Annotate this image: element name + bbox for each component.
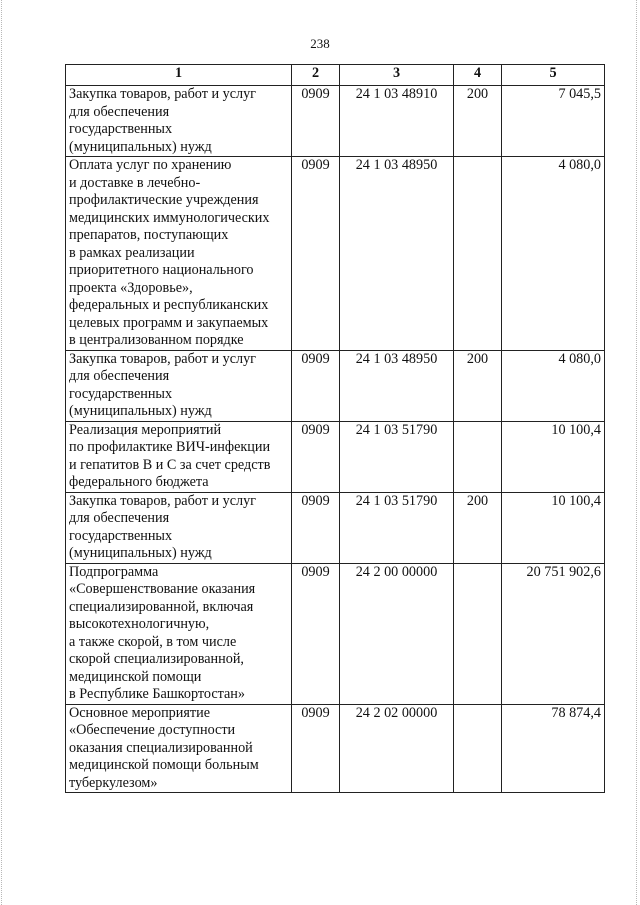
table-row [66, 704, 605, 793]
expense-name: Подпрограмма «Совершенствование оказания специализированной, включая высокотехнологичную, а также скорой, в том числе скорой специализированной, медицинской помощи в Республике Башкортостан» [66, 563, 292, 704]
expense-type-code [454, 704, 502, 793]
page-number: 238 [310, 36, 330, 51]
target-code: 24 2 02 00000 [340, 704, 454, 793]
column-header-1: 1 [66, 65, 292, 86]
section-code: 0909 [292, 157, 340, 351]
expense-name: Основное мероприятие «Обеспечение доступности оказания специализированной медицинской помощи больным туберкулезом» [66, 704, 292, 793]
target-code: 24 1 03 48950 [340, 157, 454, 351]
target-code: 24 1 03 51790 [340, 421, 454, 492]
expense-type-code [454, 421, 502, 492]
section-code: 0909 [292, 704, 340, 793]
section-code: 0909 [292, 86, 340, 157]
column-header-4: 4 [454, 65, 502, 86]
section-code: 0909 [292, 492, 340, 563]
amount: 4 080,0 [502, 157, 605, 351]
amount: 7 045,5 [502, 86, 605, 157]
amount: 20 751 902,6 [502, 563, 605, 704]
target-code: 24 1 03 48910 [340, 86, 454, 157]
table-row [66, 157, 605, 351]
budget-table [65, 64, 605, 793]
expense-type-code: 200 [454, 492, 502, 563]
table-row [66, 421, 605, 492]
amount: 4 080,0 [502, 350, 605, 421]
column-header-2: 2 [292, 65, 340, 86]
expense-type-code [454, 157, 502, 351]
target-code: 24 1 03 51790 [340, 492, 454, 563]
expense-name: Реализация мероприятий по профилактике ВИЧ-инфекции и гепатитов В и С за счет средств федерального бюджета [66, 421, 292, 492]
expense-name: Закупка товаров, работ и услуг для обеспечения государственных (муниципальных) нужд [66, 86, 292, 157]
table-row [66, 563, 605, 704]
column-header-5: 5 [502, 65, 605, 86]
expense-type-code: 200 [454, 350, 502, 421]
expense-name: Оплата услуг по хранению и доставке в лечебно- профилактические учреждения медицинских иммунологических препаратов, поступающих в рамках реализации приоритетного национального проекта «Здоровье», федеральных и республиканских целевых программ и закупаемых в централизованном порядке [66, 157, 292, 351]
scan-edge-right [636, 0, 638, 905]
amount: 10 100,4 [502, 492, 605, 563]
expense-name: Закупка товаров, работ и услуг для обеспечения государственных (муниципальных) нужд [66, 350, 292, 421]
table-row [66, 86, 605, 157]
column-header-3: 3 [340, 65, 454, 86]
expense-type-code: 200 [454, 86, 502, 157]
section-code: 0909 [292, 350, 340, 421]
section-code: 0909 [292, 421, 340, 492]
table-row [66, 350, 605, 421]
amount: 78 874,4 [502, 704, 605, 793]
section-code: 0909 [292, 563, 340, 704]
expense-type-code [454, 563, 502, 704]
header-row [66, 65, 605, 86]
scan-edge-left [1, 0, 3, 905]
expense-name: Закупка товаров, работ и услуг для обеспечения государственных (муниципальных) нужд [66, 492, 292, 563]
target-code: 24 1 03 48950 [340, 350, 454, 421]
amount: 10 100,4 [502, 421, 605, 492]
target-code: 24 2 00 00000 [340, 563, 454, 704]
table-row [66, 492, 605, 563]
